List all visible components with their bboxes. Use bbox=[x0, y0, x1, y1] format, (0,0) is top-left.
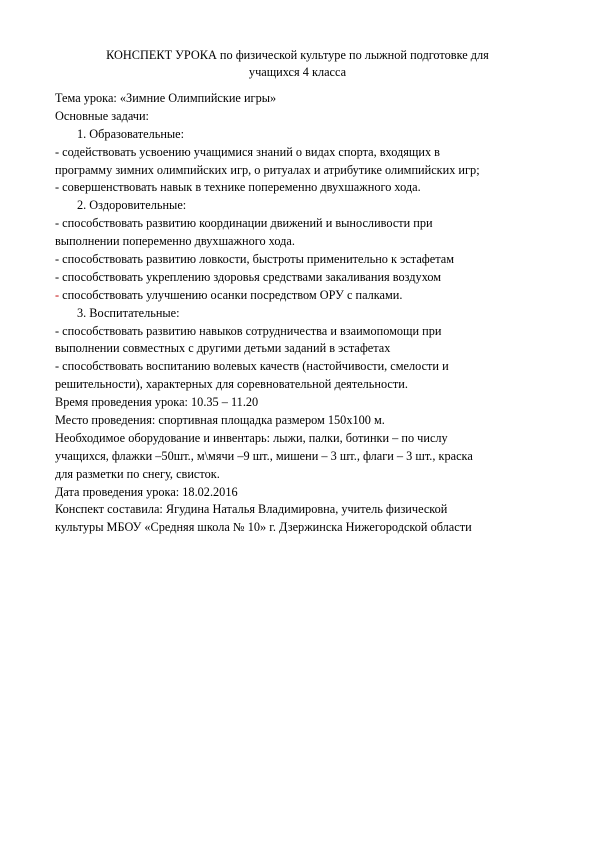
main-tasks-heading: Основные задачи: bbox=[55, 108, 149, 123]
equipment-line-1: Необходимое оборудование и инвентарь: лыжи, палки, ботинки – по числу bbox=[55, 430, 448, 445]
health-task-4-dash: - bbox=[55, 287, 60, 302]
upbringing-task-1-line-1: - способствовать развитию навыков сотрудничества и взаимопомощи при bbox=[55, 323, 442, 338]
equipment-line-3: для разметки по снегу, свисток. bbox=[55, 466, 220, 481]
upbringing-task-2-line-2: решительности), характерных для соревновательной деятельности. bbox=[55, 377, 408, 392]
section-upbringing-heading: 3. Воспитательные: bbox=[77, 305, 180, 320]
lesson-time: Время проведения урока: 10.35 – 11.20 bbox=[55, 395, 259, 410]
health-task-1-line-2: выполнении попеременно двухшажного хода. bbox=[55, 234, 295, 249]
author-line-2: культуры МБОУ «Средняя школа № 10» г. Дзержинска Нижегородской области bbox=[55, 520, 472, 535]
upbringing-task-1-line-2: выполнении совместных с другими детьми заданий в эстафетах bbox=[55, 341, 391, 356]
educational-task-2: - совершенствовать навык в технике попеременно двухшажного хода. bbox=[55, 180, 421, 195]
section-educational-heading: 1. Образовательные: bbox=[77, 126, 185, 141]
lesson-location: Место проведения: спортивная площадка размером 150х100 м. bbox=[55, 413, 385, 428]
educational-task-1-line-2: программу зимних олимпийских игр, о ритуалах и атрибутике олимпийских игр; bbox=[55, 162, 480, 177]
document-body bbox=[55, 90, 540, 537]
health-task-4 bbox=[55, 287, 540, 305]
document-title bbox=[55, 47, 540, 81]
health-task-4-text: способствовать улучшению осанки посредством ОРУ с палками. bbox=[59, 287, 403, 302]
equipment-line-2: учащихся, флажки –50шт., м\мячи –9 шт., мишени – 3 шт., флаги – 3 шт., краска bbox=[55, 448, 473, 463]
section-health-heading: 2. Оздоровительные: bbox=[77, 198, 187, 213]
lesson-topic: Тема урока: «Зимние Олимпийские игры» bbox=[55, 91, 277, 105]
health-task-3: - способствовать укреплению здоровья средствами закаливания воздухом bbox=[55, 269, 442, 284]
lesson-date: Дата проведения урока: 18.02.2016 bbox=[55, 484, 238, 499]
health-task-1-line-1: - способствовать развитию координации движений и выносливости при bbox=[55, 216, 433, 231]
author-line-1: Конспект составила: Ягудина Наталья Владимировна, учитель физической bbox=[55, 502, 448, 517]
health-task-2: - способствовать развитию ловкости, быстроты применительно к эстафетам bbox=[55, 252, 454, 267]
title-line-2: учащихся 4 класса bbox=[248, 65, 347, 79]
title-line-1: КОНСПЕКТ УРОКА по физической культуре по лыжной подготовке для bbox=[106, 48, 489, 62]
educational-task-1-line-1: - содействовать усвоению учащимися знаний о видах спорта, входящих в bbox=[55, 144, 440, 159]
upbringing-task-2-line-1: - способствовать воспитанию волевых качеств (настойчивости, смелости и bbox=[55, 359, 449, 374]
